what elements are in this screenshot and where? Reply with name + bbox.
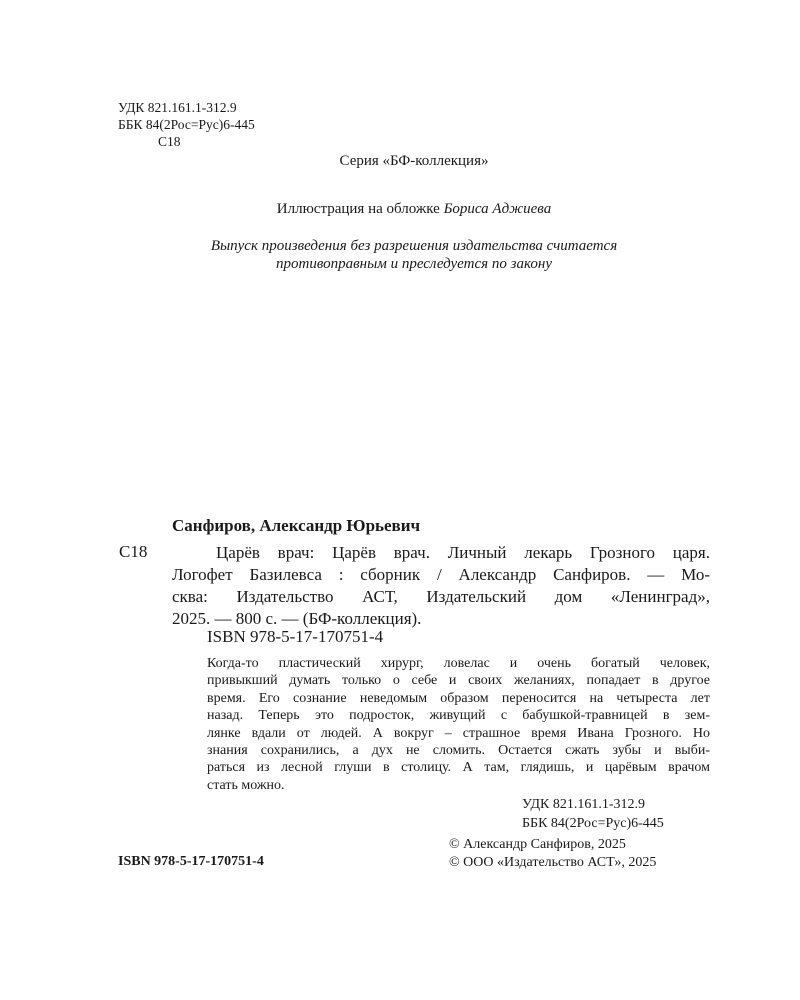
author-heading: Санфиров, Александр Юрьевич — [172, 516, 421, 535]
legal-warning-line: Выпуск произведения без разрешения издательства считается — [210, 238, 618, 254]
annotation-line: раться из лесной глуши в столицу. А там, глядишь, и царёвым врачом — [207, 760, 710, 776]
annotation — [207, 655, 710, 794]
legal-warning — [0, 237, 800, 273]
udk-code: УДК 821.161.1-312.9 — [118, 100, 237, 115]
annotation-line: стать можно. — [207, 777, 285, 793]
description-line: 2025. — 800 с. — (БФ-коллекция). — [172, 609, 422, 628]
bbk-code: ББК 84(2Рос=Рус)6-445 — [118, 117, 255, 132]
footer-bbk-code: ББК 84(2Рос=Рус)6-445 — [522, 816, 664, 831]
description-line: Логофет Базилевса : сборник / Александр Санфиров. — Мо- — [172, 565, 710, 584]
annotation-line: знания сохранились, а дух не сломить. Остается сжать зубы и выби- — [207, 743, 710, 759]
record-isbn: ISBN 978-5-17-170751-4 — [207, 627, 384, 646]
library-sign: С18 — [119, 542, 148, 561]
illustration-prefix: Иллюстрация на обложке — [276, 201, 444, 217]
illustration-credit — [0, 201, 800, 218]
classification-codes-top — [118, 99, 255, 150]
annotation-line: привыкший думать только о себе и своих желаниях, попадает в другое — [207, 673, 710, 689]
author-sign: С18 — [158, 134, 181, 149]
series-line: Серия «БФ-коллекция» — [339, 153, 489, 169]
classification-codes-bottom — [522, 795, 664, 833]
copyright-author: © Александр Санфиров, 2025 — [449, 837, 626, 852]
copyright-publisher: © ООО «Издательство АСТ», 2025 — [449, 855, 657, 870]
copyright-block — [449, 836, 656, 872]
bibliographic-description — [172, 542, 710, 630]
description-line: сква: Издательство АСТ, Издательский дом «Ленинград», — [172, 587, 710, 606]
annotation-line: лянке вдали от людей. А вокруг – страшное время Ивана Грозного. Но — [207, 725, 710, 741]
illustration-artist: Бориса Аджиева — [443, 201, 552, 217]
description-line: Царёв врач: Царёв врач. Личный лекарь Грозного царя. — [216, 543, 710, 562]
annotation-line: время. Его сознание неведомым образом переносится на четыреста лет — [207, 690, 710, 706]
footer-isbn: ISBN 978-5-17-170751-4 — [118, 854, 264, 869]
footer-udk-code: УДК 821.161.1-312.9 — [522, 797, 646, 812]
annotation-line: Когда-то пластический хирург, ловелас и очень богатый человек, — [207, 656, 710, 671]
annotation-line: назад. Теперь это подросток, живущий с бабушкой-травницей в зем- — [207, 708, 710, 724]
legal-warning-line: противоправным и преследуется по закону — [275, 256, 552, 272]
